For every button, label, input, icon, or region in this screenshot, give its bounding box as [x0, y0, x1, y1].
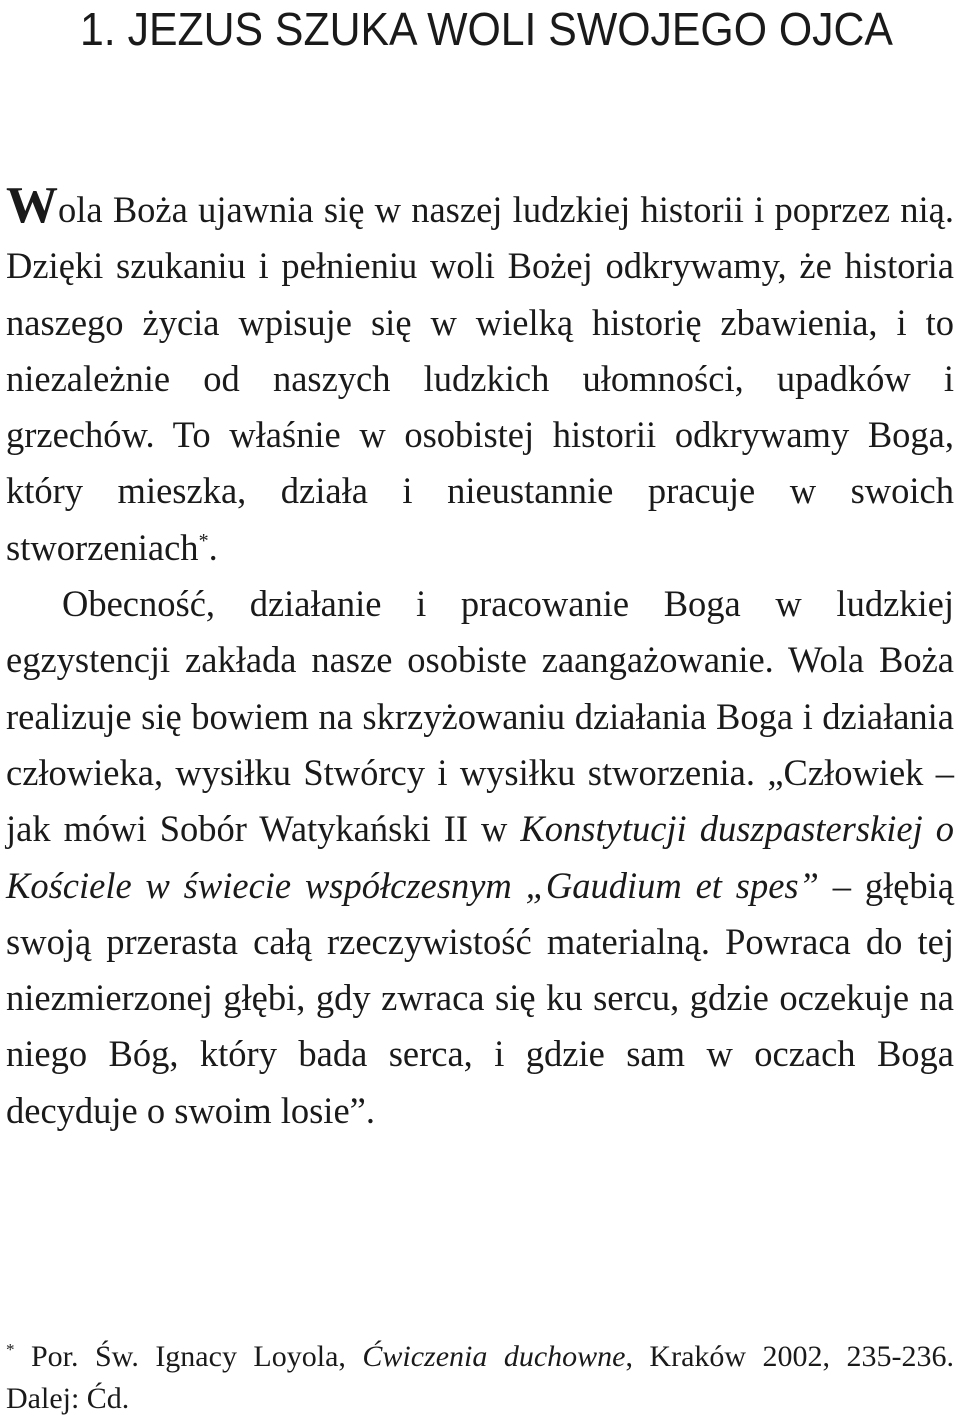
- footnote: [6, 1336, 954, 1420]
- chapter-title: 1. JEZUS SZUKA WOLI SWOJEGO OJCA: [80, 3, 893, 55]
- paragraph-2: [6, 576, 954, 1139]
- footnote-reference: *: [198, 529, 209, 552]
- footnote-book-title: Ćwiczenia duchowne: [362, 1340, 626, 1373]
- paragraph-2-end: – głębią swoją przerasta całą rzeczywistość materialną. Powraca do tej niezmierzonej głębi, gdy zwraca się ku sercu, gdzie oczekuje na niego Bóg, który bada serca, i gdzie sam w oczach Boga decyduje o swoim losie”.: [6, 864, 954, 1131]
- drop-cap: W: [6, 177, 58, 234]
- footnote-marker: *: [6, 1340, 15, 1359]
- paragraph-1-text: ola Boża ujawnia się w naszej ludzkiej historii i poprzez nią. Dzięki szukaniu i pełnieniu woli Bożej odkrywamy, że historia naszego życia wpisuje się w wielką historię zbawienia, i to niezależnie od naszych ludzkich ułomności, upadków i grzechów. To właśnie w osobistej historii odkrywamy Boga, który mieszka, działa i nieustannie pracuje w swoich stworzeniach: [6, 189, 954, 568]
- footnote-text-end: , Kraków 2002, 235-236. Dalej: Ćd.: [6, 1340, 954, 1415]
- paragraph-1-end: .: [208, 526, 218, 568]
- footnote-text: Por. Św. Ignacy Loyola,: [14, 1340, 363, 1373]
- paragraph-1: [6, 177, 954, 576]
- main-text: [6, 177, 954, 1139]
- document-title-italic: Konstytucji duszpasterskiej o Kościele w świecie współczesnym „Gaudium et spes”: [6, 808, 954, 906]
- paragraph-2-text: Obecność, działanie i pracowanie Boga w ludzkiej egzystencji zakłada nasze osobiste zaangażowanie. Wola Boża realizuje się bowiem na skrzyżowaniu działania Boga i działania człowieka, wysiłku Stwórcy i wysiłku stworzenia. „Człowiek – jak mówi Sobór Watykański II w: [6, 583, 954, 850]
